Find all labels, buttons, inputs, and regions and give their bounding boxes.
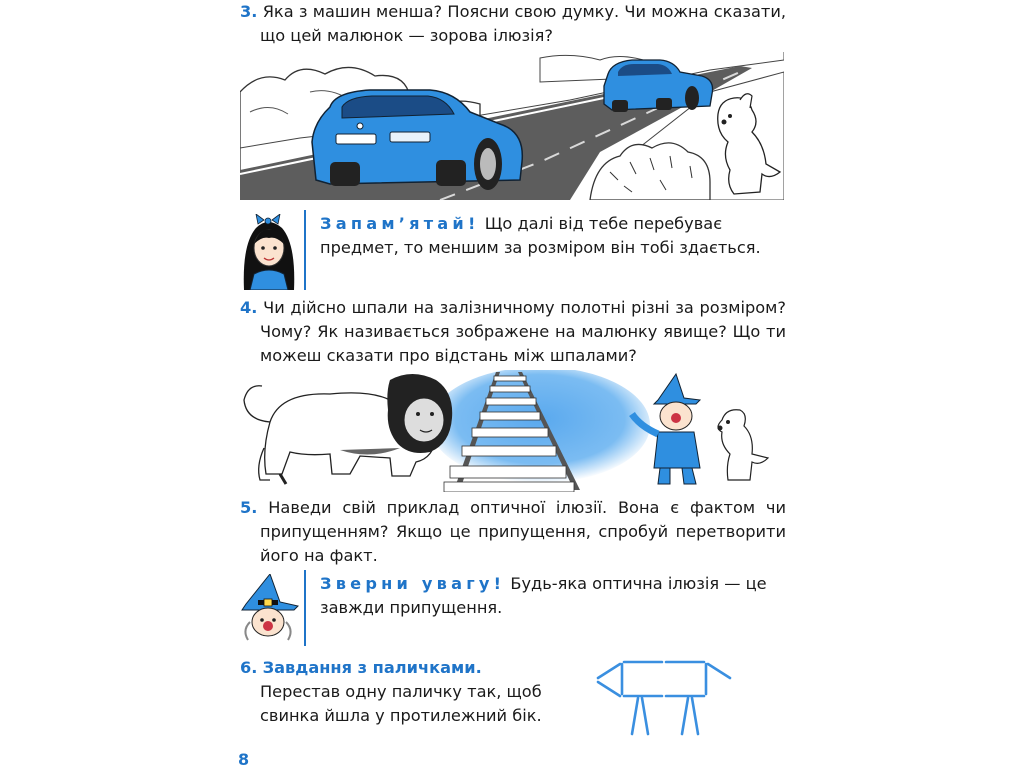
lion-icon xyxy=(244,374,452,484)
note-attention-label: Зверни увагу! xyxy=(320,574,506,593)
page-number: 8 xyxy=(238,750,250,769)
note-divider xyxy=(304,570,306,646)
wizard-icon xyxy=(236,574,300,642)
task-4-number: 4. xyxy=(240,298,258,317)
dog-icon xyxy=(718,410,769,480)
note-divider xyxy=(304,210,306,290)
task-3-number: 3. xyxy=(240,2,258,21)
task-3-text: Яка з машин менша? Поясни свою думку. Чи можна сказати, що цей малюнок — зорова ілюзія? xyxy=(260,2,786,45)
task-4-text: Чи дійсно шпали на залізничному полотні різні за розміром? Чому? Як називається зображене на малюнку явище? Що ти можеш сказати про відстань між шпалами? xyxy=(260,298,786,365)
note-attention-text: Будь-яка оптична ілюзія — це завжди припущення. xyxy=(320,574,767,617)
task-6 xyxy=(240,656,570,728)
task-3 xyxy=(240,0,786,48)
task-4 xyxy=(240,296,786,368)
task-5-text: Наведи свій приклад оптичної ілюзії. Вона є фактом чи припущенням? Якщо це припущення, спробуй перетворити його на факт. xyxy=(260,498,786,565)
note-remember-text: Що далі від тебе перебуває предмет, то меншим за розміром він тобі здається. xyxy=(320,214,761,257)
note-attention xyxy=(320,572,786,620)
car-icon xyxy=(604,60,713,112)
note-remember xyxy=(320,212,786,260)
cars-illustration xyxy=(240,52,784,200)
task-6-number: 6. xyxy=(240,658,258,677)
task-5-number: 5. xyxy=(240,498,258,517)
railway-illustration xyxy=(240,370,784,492)
task-6-text: Перестав одну паличку так, щоб свинка йшла у протилежний бік. xyxy=(260,682,542,725)
task-6-title: Завдання з паличками. xyxy=(262,658,482,677)
girl-icon xyxy=(236,214,300,290)
pig-sticks-icon xyxy=(594,656,734,738)
wizard-icon xyxy=(632,374,700,484)
task-5 xyxy=(240,496,786,568)
note-remember-label: Запам’ятай! xyxy=(320,214,480,233)
car-icon xyxy=(312,90,522,190)
